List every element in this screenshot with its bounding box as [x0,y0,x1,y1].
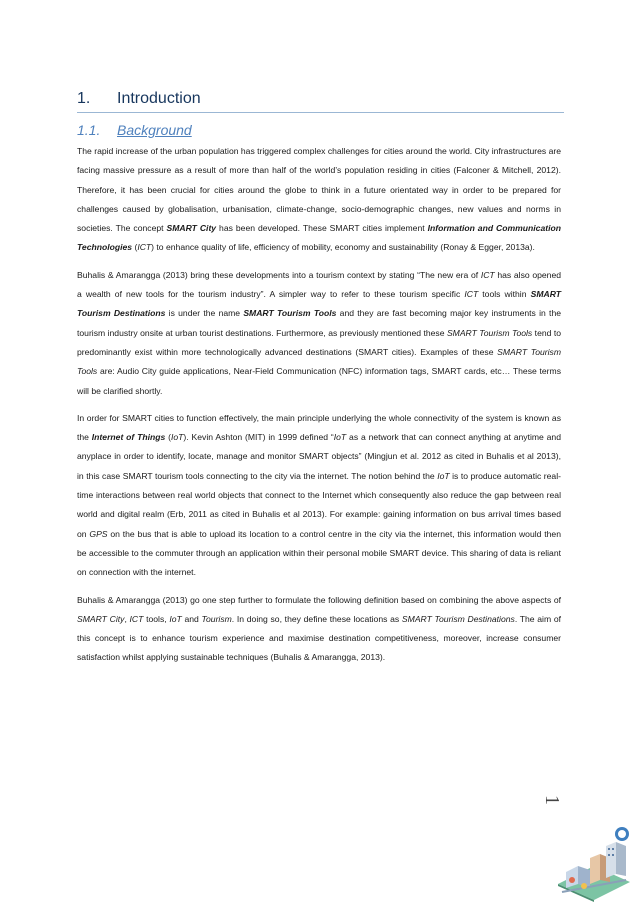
text-run: Buhalis & Amarangga (2013) bring these developments into a tourism context by stating “The new era of [77,269,481,280]
text-run: ). Kevin Ashton (MIT) in 1999 defined “ [183,432,334,443]
text-run: GPS [89,528,108,539]
text-run: ( [132,242,138,253]
text-run: SMART Tourism Destinations [77,289,561,319]
text-run: tools within [478,289,531,300]
subsection-title: Background [117,122,192,138]
section-heading [77,90,564,113]
text-run: is to produce automatic real-time interactions between real world objects that connect to the Internet which consequently also reduce the gap between real world and digital realm (Erb, 2011 as cited in Buhalis et al 2013). For example: gaining information on bus arrival times based on [77,470,561,539]
text-run: Information and Communication Technologies [77,223,561,253]
text-run: . In doing so, they define these locations as [231,613,402,624]
paragraph-4 [77,591,561,668]
text-run: In order for SMART cities to function effectively, the main principle underlying the whole connectivity of the system is known as the [77,412,561,443]
text-run: SMART City [166,223,217,234]
text-run: ICT [464,289,479,300]
text-run: and they are fast becoming major key instruments in the tourism industry onsite at urban tourist destinations. Furthermore, as previously mentioned these [77,308,561,338]
text-run: , [124,613,130,624]
text-run: SMART Tourism Tools [243,308,337,319]
paragraph-3 [77,409,561,583]
text-run: has also opened a wealth of new tools for the tourism industry”. A simpler way to refer to these tourism specific [77,269,562,300]
text-run: has been developed. These SMART cities implement [216,223,428,234]
section-number: 1. [77,90,91,107]
text-run: SMART Tourism Destinations [401,613,515,624]
text-run: SMART City [77,613,125,624]
paragraph-2 [77,266,561,401]
text-run: as a network that can connect anything at anytime and anyplace in order to identify, locate, manage and monitor SMART objects” (Mingjun et al. 2012 as cited in Buhalis et al 2013), in this case SMART tourism tools connecting to the city via the internet. The notion behind the [77,432,561,481]
text-run: ICT [137,242,152,253]
text-run: IoT [171,432,184,443]
text-run: IoT [333,432,347,443]
body-text [77,142,561,676]
text-run: ICT [129,613,144,624]
text-run: The rapid increase of the urban population has triggered complex challenges for cities around the world. City infrastructures are facing massive pressure as a result of more than half of the world’s population residing in cities (Falconer & Mitchell, 2012). Therefore, it has been crucial for cities around the globe to think in a future orientated way in order to be prepared for challenges caused by globalisation, urbanisation, climate-change, socio-demographic changes, new values and norms in societies. The concept [77,146,561,234]
text-run: and [181,613,202,624]
text-run: ) to enhance quality of life, efficiency of mobility, economy and sustainability (Ronay & Egger, 2013a). [151,242,535,253]
text-run: tend to predominantly exist within more technologically advanced destinations (SMART cities). Examples of these [77,327,562,357]
text-run: . The aim of this concept is to enhance tourism experience and maximise destination competitiveness, moreover, increase consumer satisfaction whilst applying sustainable techniques (Buhalis & Amarangga, 2013). [77,613,561,663]
city-illustration-icon [556,822,632,902]
text-run: IoT [437,470,450,481]
subsection-heading [77,122,564,138]
text-run: ICT [480,269,495,280]
text-run: Internet of Things [91,432,166,443]
text-run: Buhalis & Amarangga (2013) go one step further to formulate the following definition based on combining the above aspects of [77,594,561,605]
text-run: on the bus that is able to upload its location to a control centre in the city via the internet, this information would then be accessible to the commuter through an application within their personal mobile SMART device. This sharing of data is reliant on connection with the internet. [77,528,561,578]
text-run: is under the name [165,308,244,319]
section-title: Introduction [117,90,201,107]
text-run: SMART Tourism Tools [446,327,533,338]
text-run: SMART Tourism Tools [77,346,561,377]
text-run: IoT [169,613,182,624]
text-run: Tourism [201,613,232,624]
text-run: tools, [143,613,170,624]
page-number: 1 [541,795,563,805]
text-run: are: Audio City guide applications, Near-Field Communication (NFC) information tags, SMART cards, etc… These terms will be clarified shortly. [77,366,561,396]
subsection-number: 1.1. [77,122,101,138]
paragraph-1 [77,142,561,258]
text-run: ( [165,432,171,443]
